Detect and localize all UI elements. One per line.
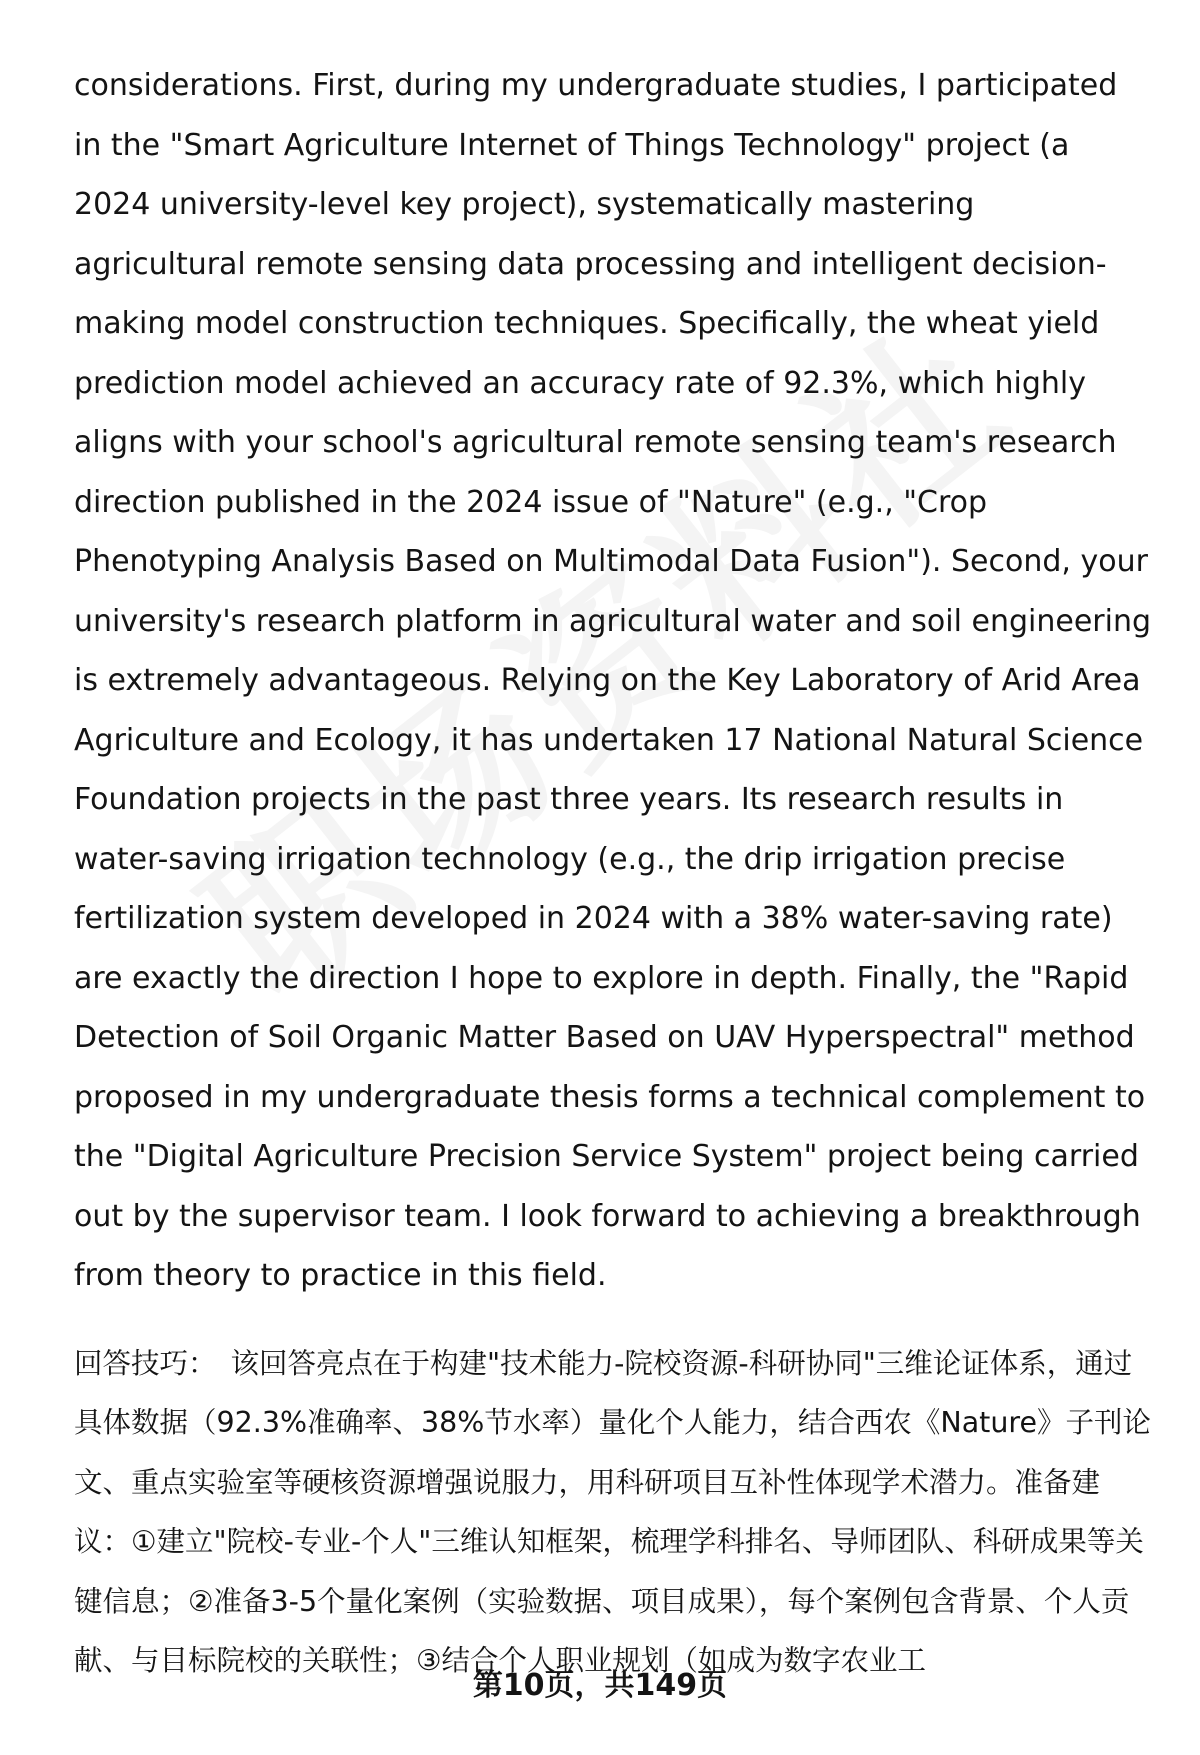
tips-label: 回答技巧： <box>74 1346 217 1380</box>
page-number: 第10页，共149页 <box>472 1668 728 1703</box>
tips-paragraph <box>74 1334 1154 1691</box>
page-content <box>74 56 1154 1691</box>
answer-paragraph: considerations. First, during my undergraduate studies, I participated in the "Smart Agriculture Internet of Things Technology" project (a 2024 university-level key project), systematically mastering agricultural remote sensing data processing and intelligent decision-making model construction techniques. Specifically, the wheat yield prediction model achieved an accuracy rate of 92.3%, which highly aligns with your school's agricultural remote sensing team's research direction published in the 2024 issue of "Nature" (e.g., "Crop Phenotyping Analysis Based on Multimodal Data Fusion"). Second, your university's research platform in agricultural water and soil engineering is extremely advantageous. Relying on the Key Laboratory of Arid Area Agriculture and Ecology, it has undertaken 17 National Natural Science Foundation projects in the past three years. Its research results in water-saving irrigation technology (e.g., the drip irrigation precise fertilization system developed in 2024 with a 38% water-saving rate) are exactly the direction I hope to explore in depth. Finally, the "Rapid Detection of Soil Organic Matter Based on UAV Hyperspectral" method proposed in my undergraduate thesis forms a technical complement to the "Digital Agriculture Precision Service System" project being carried out by the supervisor team. I look forward to achieving a breakthrough from theory to practice in this field. <box>74 68 1151 1293</box>
tips-text: 该回答亮点在于构建"技术能力-院校资源-科研协同"三维论证体系，通过具体数据（92.3%准确率、38%节水率）量化个人能力，结合西农《Nature》子刊论文、重点实验室等硬核资源增强说服力，用科研项目互补性体现学术潜力。准备建议：①建立"院校-专业-个人"三维认知框架，梳理学科排名、导师团队、科研成果等关键信息；②准备3-5个量化案例（实验数据、项目成果），每个案例包含背景、个人贡献、与目标院校的关联性；③结合个人职业规划（如成为数字农业工 <box>74 1346 1152 1677</box>
page-footer <box>0 1660 1200 1704</box>
